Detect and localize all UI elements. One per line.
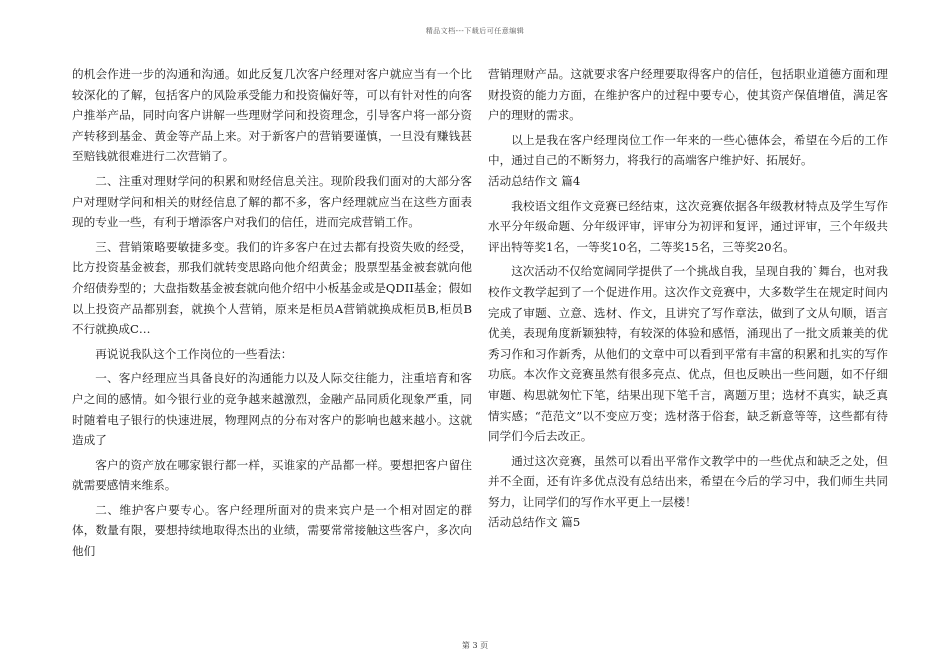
paragraph: 通过这次竞赛，虽然可以看出平常作文教学中的一些优点和缺乏之处，但并不全面，还有许多优点没有总结出来，希望在今后的学习中，我们师生共同努力，让同学们的写作水平更上一层楼！ (488, 453, 888, 509)
paragraph: 二、维护客户要专心。客户经理所面对的贵来宾户是一个相对固定的群体，数量有限，要想持续地取得杰出的业绩，需要常常接触这些客户，多次向他们 (72, 502, 472, 559)
page-header: 精品文档---下载后可任意编辑 (425, 27, 525, 35)
paragraph: 二、注重对理财学问的积累和财经信息关注。现阶段我们面对的大部分客户对理财学问和相关的财经信息了解的都不多，客户经理就应当在这些方面表现的专业一些，有利于增添客户对我们的信任，进而完成营销工作。 (72, 173, 472, 230)
section-heading: 活动总结作文 篇4 (488, 173, 581, 188)
page-number: 第 3 页 (461, 641, 489, 650)
paragraph: 我校语文组作文竞赛已经结束，这次竞赛依据各年级教材特点及学生写作水平分年级命题、分年级评审，评审分为初评和复评，通过评审，三个年级共评出特等奖1名，一等奖10名，二等奖15名，三等奖20名。 (488, 198, 888, 254)
paragraph: 客户的资产放在哪家银行都一样，买谁家的产品都一样。要想把客户留住就需要感情来维系。 (72, 457, 472, 493)
right-column (488, 64, 888, 533)
paragraph: 营销理财产品。这就要求客户经理要取得客户的信任，包括职业道德方面和理财投资的能力方面，在维护客户的过程中要专心，使其资产保值增值，满足客户的理财的需求。 (488, 67, 888, 123)
paragraph: 三、营销策略要敏捷多变。我们的许多客户在过去都有投资失败的经受，比方投资基金被套，那我们就转变思路向他介绍黄金；股票型基金被套就向他介绍债券型的；大盘指数基金被套就向他介绍中小板基金或是QDII基金；假如以上投资产品都别套，就换个人营销，原来是柜员A营销就换成柜员B,柜员B不行就换成C… (72, 239, 472, 337)
section-heading: 活动总结作文 篇5 (488, 515, 581, 530)
paragraph: 这次活动不仅给宽阔同学提供了一个挑战自我，呈现自我的`舞台，也对我校作文教学起到了一个促进作用。这次作文竞赛中，大多数学生在规定时间内完成了审题、立意、选材、作文，且讲究了写作章法，做到了文从句顺，语言优美，表现角度新颖独特，有较深的体验和感悟，涌现出了一批文质兼美的优秀习作和习作新秀，从他们的文章中可以看到平常有丰富的积累和扎实的写作功底。本次作文竞赛虽然有很多亮点、优点，但也反映出一些问题，如不仔细审题、构思就匆忙下笔，结果出现下笔千言，离题万里；选材不真实，缺乏真情实感；“范范文”以不变应万变；选材落于俗套，缺乏新意等等，这些都有待同学们今后去改正。 (488, 264, 888, 444)
paragraph: 以上是我在客户经理岗位工作一年来的一些心德体会，希望在今后的工作中，通过自己的不断努力，将我行的高端客户维护好、拓展好。 (488, 132, 888, 168)
paragraph: 一、客户经理应当具备良好的沟通能力以及人际交往能力，注重培育和客户之间的感情。如今银行业的竞争越来越激烈，金融产品同质化现象严重，同时随着电子银行的快速进展，物理网点的分布对客户的影响也越来越小。这就造成了 (72, 371, 472, 448)
paragraph: 再说说我队这个工作岗位的一些看法： (95, 346, 293, 361)
paragraph: 的机会作进一步的沟通和沟通。如此反复几次客户经理对客户就应当有一个比较深化的了解，包括客户的风险承受能力和投资偏好等，可以有针对性的向客户推举产品，同时向客户讲解一些理财学问和投资理念，引导客户将一部分资产转移到基金、黄金等产品上来。对于新客户的营销要谨慎，一旦没有赚钱甚至赔钱就很难进行二次营销了。 (72, 67, 472, 164)
left-column (72, 64, 472, 562)
